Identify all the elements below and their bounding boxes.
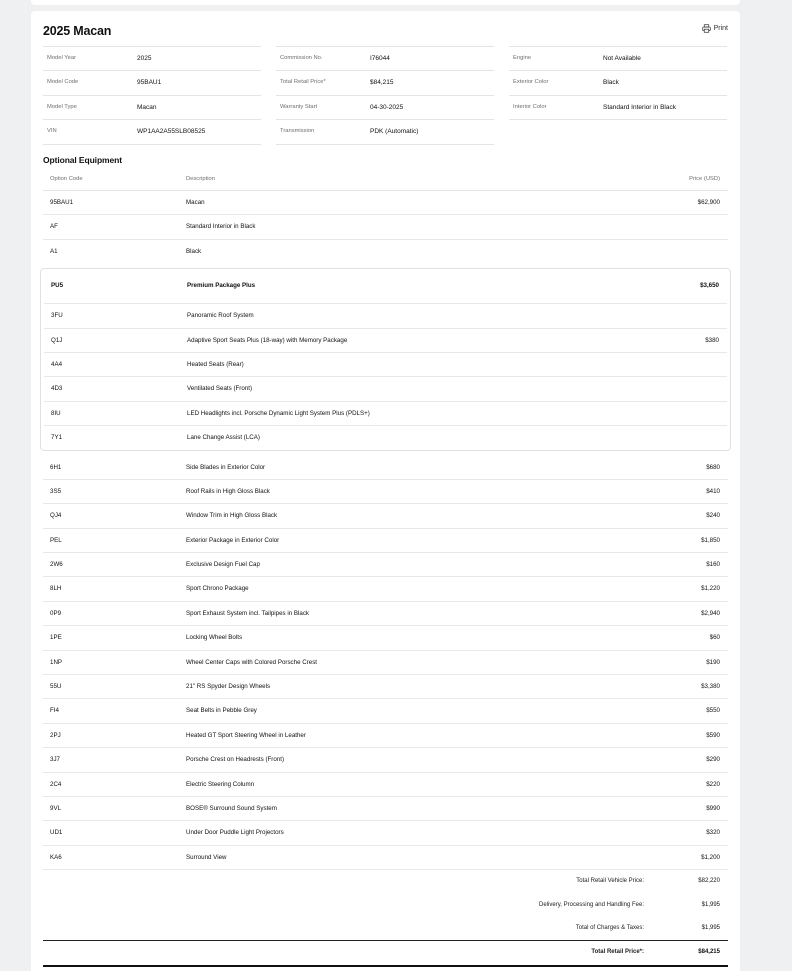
table-row [43, 215, 728, 239]
table-row [44, 426, 727, 449]
totals-row [43, 894, 728, 917]
window-sticker-card [31, 11, 740, 971]
printer-icon [702, 24, 711, 33]
info-row [43, 95, 261, 119]
table-row [43, 529, 728, 553]
option-price: $60 [709, 634, 720, 642]
option-price: $380 [705, 336, 719, 344]
option-description: Standard Interior in Black [186, 223, 256, 231]
info-value: WP1AA2A55SLB08525 [137, 128, 206, 136]
table-row [43, 724, 728, 748]
info-label: Exterior Color [513, 79, 549, 86]
option-description: Seat Belts in Pebble Grey [186, 707, 257, 715]
info-label: Commission No. [280, 55, 323, 61]
info-row [43, 70, 261, 94]
option-code: 4D3 [51, 385, 63, 393]
vehicle-info-column [509, 46, 727, 120]
info-row [509, 46, 727, 70]
table-row [44, 353, 727, 377]
info-value: Macan [137, 103, 157, 111]
option-code: QJ4 [50, 512, 62, 520]
previous-card-edge [31, 0, 740, 5]
option-code: KA6 [50, 853, 62, 861]
option-code: Q1J [51, 336, 63, 344]
option-price: $410 [706, 487, 720, 495]
option-price: $320 [706, 829, 720, 837]
option-description: Locking Wheel Bolts [186, 634, 243, 642]
option-price: $160 [706, 561, 720, 569]
info-label: Model Year [47, 55, 77, 61]
option-description: Electric Steering Column [186, 780, 255, 788]
header-price: Price (USD) [689, 176, 720, 182]
package-items [44, 304, 727, 449]
option-code: 7Y1 [51, 434, 63, 442]
option-price: $220 [706, 780, 720, 788]
vehicle-info-column [276, 46, 494, 145]
option-code: A1 [50, 247, 58, 255]
info-value: I76044 [370, 55, 390, 62]
option-code: 55U [50, 683, 62, 691]
page-title: 2025 Macan [43, 24, 112, 38]
option-price: $240 [706, 512, 720, 520]
option-description: Adaptive Sport Seats Plus (18-way) with Memory Package [187, 336, 348, 344]
info-row [509, 70, 727, 94]
option-code: 1NP [50, 658, 63, 666]
option-code: PU5 [51, 282, 64, 290]
table-row [43, 602, 728, 626]
header-option-code: Option Code [50, 176, 83, 182]
info-label: Model Type [47, 103, 77, 110]
table-row [43, 699, 728, 723]
option-code: 9VL [50, 804, 62, 812]
option-description: Panoramic Roof System [187, 312, 254, 320]
equipment-rows [43, 456, 728, 871]
option-code: 2W6 [50, 561, 63, 569]
package-header-row [44, 269, 727, 304]
option-code: FI4 [50, 707, 59, 715]
option-code: 3J7 [50, 756, 60, 764]
option-code: 2C4 [50, 780, 62, 788]
option-description: Macan [186, 199, 205, 206]
option-code: UD1 [50, 829, 63, 837]
option-description: Roof Rails in High Gloss Black [186, 487, 270, 495]
option-code: 3S5 [50, 487, 62, 495]
final-total-row [43, 940, 728, 966]
option-price: $1,200 [701, 853, 720, 861]
option-price: $290 [706, 756, 720, 764]
info-label: Interior Color [513, 103, 547, 110]
option-description: Lane Change Assist (LCA) [187, 434, 260, 442]
option-code: 6H1 [50, 463, 62, 471]
table-row [44, 304, 727, 328]
option-price: $190 [706, 658, 720, 666]
info-row [43, 46, 261, 70]
option-price: $590 [706, 731, 720, 739]
option-description: Exclusive Design Fuel Cap [186, 561, 260, 569]
info-value: 95BAU1 [137, 79, 162, 87]
totals-label: Total Retail Vehicle Price: [576, 878, 644, 885]
option-price: $3,650 [700, 282, 719, 290]
table-row [43, 821, 728, 845]
table-row [43, 480, 728, 504]
info-label: Transmission [280, 128, 315, 135]
option-price: $550 [706, 707, 720, 715]
header-description: Description [186, 176, 215, 182]
option-description: Sport Exhaust System incl. Tailpipes in Black [186, 609, 310, 617]
option-price: $62,900 [697, 199, 720, 206]
table-row [43, 240, 728, 263]
option-price: $3,380 [701, 683, 720, 691]
info-row [276, 119, 494, 144]
info-value: Black [603, 79, 619, 87]
info-value: Standard Interior in Black [603, 103, 676, 111]
option-price: $1,220 [701, 585, 720, 593]
option-code: AF [50, 223, 58, 231]
option-description: Heated Seats (Rear) [187, 360, 244, 368]
option-price: $990 [706, 804, 720, 812]
info-label: Warranty Start [280, 103, 318, 110]
info-row [276, 70, 494, 94]
option-description: Ventilated Seats (Front) [187, 385, 253, 393]
premium-package-group [40, 268, 731, 450]
totals-label: Delivery, Processing and Handling Fee: [539, 901, 644, 908]
option-code: 0P9 [50, 609, 62, 617]
option-description: Side Blades in Exterior Color [186, 463, 266, 471]
totals-value: $1,995 [701, 924, 720, 931]
equipment-rows [43, 191, 728, 263]
option-description: Under Door Puddle Light Projectors [186, 829, 284, 837]
option-description: Sport Chrono Package [186, 585, 249, 593]
info-label: VIN [47, 128, 57, 135]
option-code: 95BAU1 [50, 199, 74, 206]
option-description: BOSE® Surround Sound System [186, 804, 277, 812]
option-code: 8IU [51, 409, 61, 417]
info-label: Engine [513, 55, 532, 61]
option-code: 3FU [51, 312, 63, 320]
totals-label: Total of Charges & Taxes: [575, 924, 644, 931]
info-value: $84,215 [370, 79, 394, 87]
option-description: Wheel Center Caps with Colored Porsche Crest [186, 658, 318, 666]
option-description: Porsche Crest on Headrests (Front) [186, 756, 285, 764]
table-row [43, 846, 728, 870]
info-row [43, 119, 261, 144]
info-row [509, 95, 727, 120]
totals-row [43, 917, 728, 940]
table-row [43, 748, 728, 772]
option-description: Window Trim in High Gloss Black [186, 512, 278, 520]
info-row [276, 95, 494, 119]
vehicle-info-column [43, 46, 261, 145]
option-code: 1PE [50, 634, 62, 642]
option-price: $2,940 [701, 609, 720, 617]
info-label: Total Retail Price* [280, 79, 326, 86]
option-description: Exterior Package in Exterior Color [186, 536, 280, 544]
info-value: 04-30-2025 [370, 103, 404, 111]
table-row [43, 651, 728, 675]
option-description: Heated GT Sport Steering Wheel in Leather [186, 731, 306, 739]
option-code: 4A4 [51, 360, 63, 368]
totals-value: $1,995 [701, 901, 720, 908]
table-row [43, 626, 728, 650]
option-description: LED Headlights incl. Porsche Dynamic Light System Plus (PDLS+) [187, 409, 370, 417]
table-row [43, 577, 728, 601]
option-description: Surround View [186, 853, 227, 861]
table-row [44, 329, 727, 353]
print-button[interactable] [702, 24, 728, 33]
option-description: Premium Package Plus [187, 282, 256, 290]
table-header [43, 168, 728, 191]
table-row [43, 191, 728, 215]
option-description: Black [186, 247, 202, 255]
totals-row [43, 870, 728, 893]
totals-section [43, 870, 728, 940]
totals-value: $82,220 [698, 878, 720, 885]
info-row [276, 46, 494, 70]
info-label: Model Code [47, 79, 79, 86]
option-price: $680 [706, 463, 720, 471]
option-price: $1,850 [701, 536, 720, 544]
table-row [43, 456, 728, 480]
table-row [44, 402, 727, 426]
option-code: 2PJ [50, 731, 61, 739]
option-code: PEL [50, 536, 62, 544]
table-row [43, 797, 728, 821]
vehicle-info-grid [43, 46, 728, 141]
table-row [43, 504, 728, 528]
option-code: 8LH [50, 585, 62, 593]
table-row [43, 553, 728, 577]
print-label: Print [713, 25, 728, 32]
table-row [43, 773, 728, 797]
table-row [43, 675, 728, 699]
final-total-label: Total Retail Price*: [591, 949, 644, 956]
option-description: 21" RS Spyder Design Wheels [186, 683, 271, 691]
info-value: Not Available [603, 55, 641, 62]
optional-equipment-table [43, 168, 728, 967]
final-total-value: $84,215 [698, 949, 720, 956]
optional-equipment-title: Optional Equipment [43, 155, 122, 165]
table-row [44, 377, 727, 401]
info-value: PDK (Automatic) [370, 128, 419, 136]
info-value: 2025 [137, 55, 152, 62]
